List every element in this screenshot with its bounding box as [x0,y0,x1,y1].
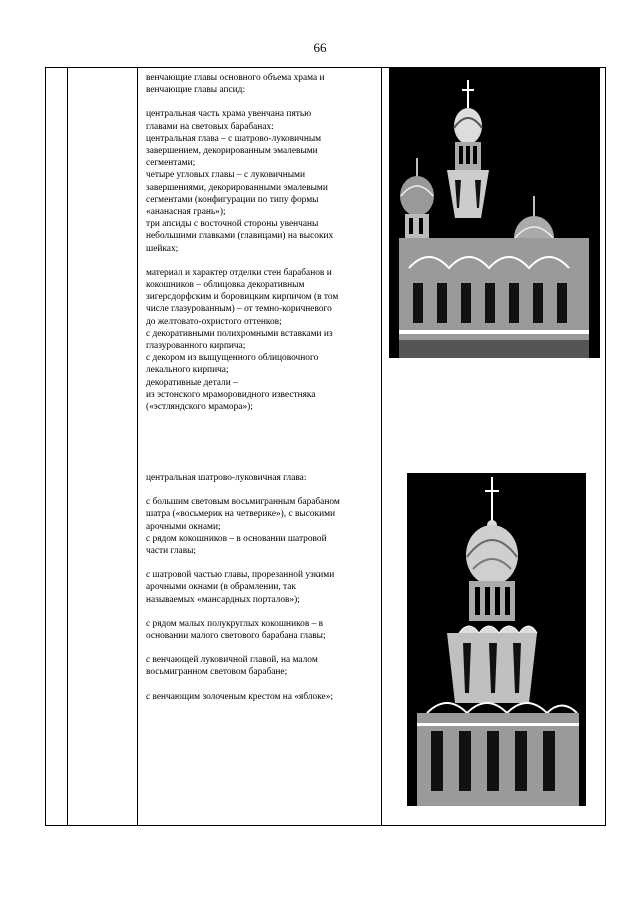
text-line: сегментами (конфигурации по типу формы [146,194,319,205]
text-line: небольшими главками (главицами) на высоких [146,231,334,242]
text-block-central-dome [146,472,376,703]
paragraph-gap [146,96,376,108]
church-domes-drawing [389,68,600,358]
text-line: главами на световых барабанах: [146,121,274,132]
text-line: с венчающим золоченым крестом на «яблоке»; [146,691,334,702]
text-line: четыре угловых главы – с луковичными [146,170,306,181]
text-line: шейках; [146,243,179,254]
paragraph-gap [146,484,376,496]
text-line: венчающие главы апсид: [146,85,246,96]
text-line: арочными окнами; [146,521,221,532]
text-line: («эстляндского мрамора»); [146,402,253,413]
text-line: «ананасная грань»); [146,207,226,218]
text-line: сегментами; [146,158,196,169]
text-line: называемых «мансардных порталов»); [146,594,300,605]
paragraph-gap [146,255,376,267]
text-block-main-domes [146,72,376,413]
text-line: кокошников – облицовка декоративным [146,280,305,291]
text-line: с рядом кокошников – в основании шатровой [146,533,327,544]
text-line: с большим световым восьмигранным барабаном [146,497,340,508]
text-line: декоративные детали – [146,377,238,388]
text-line: основании малого светового барабана главы; [146,631,326,642]
text-line: материал и характер отделки стен барабанов и [146,267,332,278]
text-line: центральная глава – с шатрово-луковичным [146,133,322,144]
column-divider [381,68,382,825]
text-line: восьмигранном световом барабане; [146,667,288,678]
text-line: из эстонского мраморовидного известняка [146,389,316,400]
text-line: шатра («восьмерик на четверике»), с высокими [146,509,336,520]
text-line: центральная шатрово-луковичная глава: [146,473,307,483]
text-line: с шатровой частью главы, прорезанной узкими [146,570,335,581]
text-line: завершением, декорированным эмалевыми [146,146,318,157]
paragraph-gap [146,642,376,654]
paragraph-gap [146,557,376,569]
page-number: 66 [313,40,327,55]
text-line: завершениями, декорированными эмалевыми [146,182,328,193]
text-line: три апсиды с восточной стороны увенчаны [146,219,319,230]
text-line: венчающие главы основного объема храма и [146,73,325,83]
church-domes-photo [389,68,600,358]
text-line: с венчающей луковичной главой, на малом [146,655,318,666]
central-dome-drawing [407,473,586,806]
text-line: лекального кирпича; [146,365,229,376]
paragraph-gap [146,606,376,618]
column-divider [67,68,68,825]
text-line: части главы; [146,546,197,557]
text-line: числе глазурованным) – от темно-коричневого [146,304,332,315]
text-line: арочными окнами (в обрамлении, так [146,582,296,593]
text-line: зигерсдорфским и боровицким кирпичом (в том [146,292,339,303]
text-line: с декором из выщущенного облицовочного [146,353,319,364]
text-line: с рядом малых полукруглых кокошников – в [146,618,324,629]
text-line: с декоративными полихромными вставками из [146,328,333,339]
column-divider [137,68,138,825]
paragraph-gap [146,679,376,691]
text-line: глазурованного кирпича; [146,341,246,352]
central-dome-photo [407,473,586,806]
description-table [45,67,606,826]
text-line: центральная часть храма увенчана пятью [146,109,312,120]
text-line: до желтовато-охристого оттенков; [146,316,282,327]
